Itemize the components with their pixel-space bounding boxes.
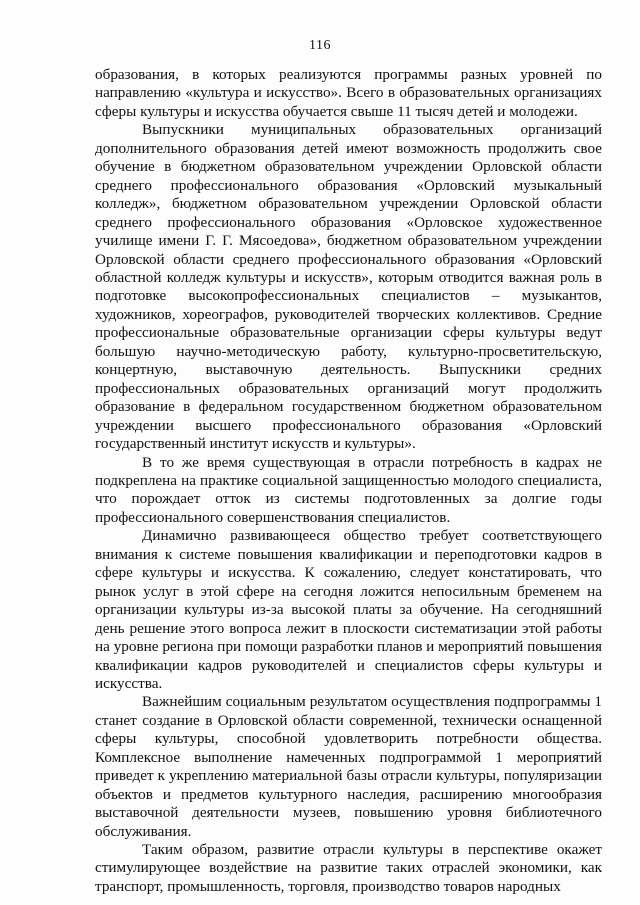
paragraph-graduates: Выпускники муниципальных образовательных организаций дополнительного образования детей имеют возможность продолжить свое обучение в бюджетном образовательном учреждении Орловской области среднего профессионального образования «Орловский музыкальный колледж», бюджетном образовательном учреждении Орловской области среднего профессионального образования «Орловское художественное училище имени Г. Г. Мясоедова», бюджетном образовательном учреждении Орловской области среднего профессионального образования «Орловский областной колледж культуры и искусств», которым отводится важная роль в подготовке высокопрофессиональных специалистов – музыкантов, художников, хореографов, руководителей творческих коллективов. Средние профессиональные образовательные организации сферы культуры ведут большую научно-методическую работу, культурно-просветительскую, концертную, выставочную деятельность. Выпускники средних профессиональных образовательных организаций могут продолжить образование в федеральном государственном бюджетном образовательном учреждении высшего профессионального образования «Орловский государственный институт искусств и культуры».: [95, 121, 602, 453]
paragraph-continuation: образования, в которых реализуются программы разных уровней по направлению «культура и искусство». Всего в образовательных организациях сферы культуры и искусства обучается свыше 11 тысяч детей и молодежи.: [95, 66, 602, 120]
paragraph-qualification: Динамично развивающееся общество требует соответствующего внимания к системе повышения квалификации и переподготовки кадров в сфере культуры и искусства. К сожалению, следует констатировать, что рынок услуг в этой сфере на сегодня ложится непосильным бременем на организации культуры из-за высокой платы за обучение. На сегодняшний день решение этого вопроса лежит в плоскости систематизации этой работы на уровне региона при помощи разработки планов и мероприятий повышения квалификации кадров руководителей и специалистов сферы культуры и искусства.: [95, 527, 602, 692]
paragraph-social-result: Важнейшим социальным результатом осуществления подпрограммы 1 станет создание в Орловской области современной, технически оснащенной сферы культуры, способной удовлетворить потребности общества. Комплексное выполнение намеченных подпрограммой 1 мероприятий приведет к укреплению материальной базы отрасли культуры, популяризации объектов и предметов культурного наследия, расширению многообразия выставочной деятельности музеев, повышению уровня библиотечного обслуживания.: [95, 693, 602, 840]
document-body: [95, 66, 602, 896]
page-number: 116: [309, 38, 331, 53]
paragraph-conclusion: Таким образом, развитие отрасли культуры в перспективе окажет стимулирующее воздействие на развитие таких отраслей экономики, как транспорт, промышленность, торговля, производство товаров народных: [95, 841, 602, 895]
paragraph-staffing-need: В то же время существующая в отрасли потребность в кадрах не подкреплена на практике социальной защищенностью молодого специалиста, что порождает отток из системы подготовленных за долгие годы профессионального совершенствования специалистов.: [95, 453, 602, 526]
